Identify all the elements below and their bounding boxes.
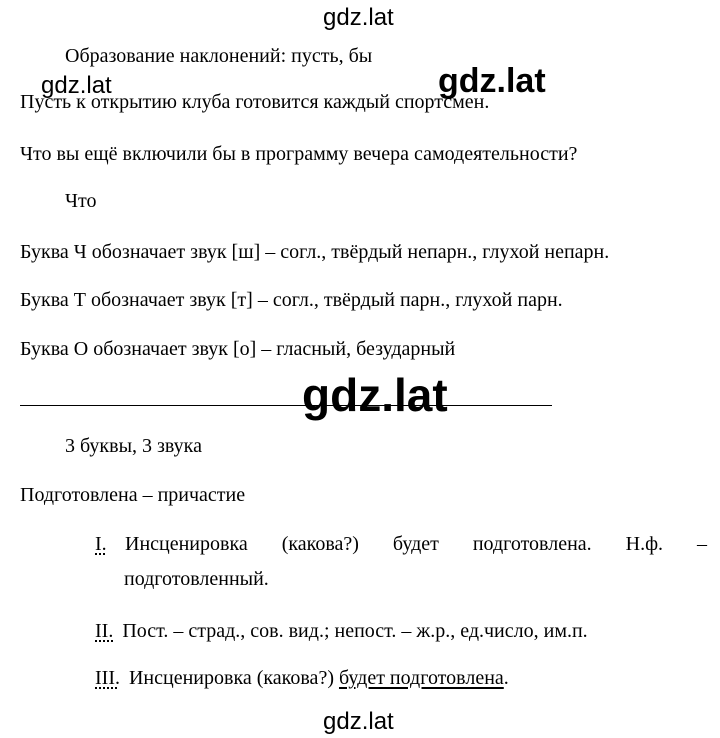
heading-text: Образование наклонений: пусть, бы xyxy=(65,45,373,67)
analysis-item-1 xyxy=(95,532,707,556)
sentence-2: Что вы ещё включили бы в программу вечера самодеятельности? xyxy=(20,143,578,165)
analysis-item-1-cont: подготовленный. xyxy=(124,568,269,590)
phonetic-line-1: Буква Ч обозначает звук [ш] – согл., твёрдый непарн., глухой непарн. xyxy=(20,241,610,263)
watermark-left: gdz.lat xyxy=(41,72,112,99)
item-3-number: III. xyxy=(95,667,120,689)
letter-sound-count: 3 буквы, 3 звука xyxy=(65,435,202,457)
phonetic-line-3: Буква О обозначает звук [о] – гласный, безударный xyxy=(20,338,456,360)
item-3-subject: Инсценировка (какова?) xyxy=(128,667,339,689)
watermark-center: gdz.lat xyxy=(298,368,452,422)
watermark-right: gdz.lat xyxy=(438,62,546,100)
item-1-text: Инсценировка (какова?) будет подготовлена. Н.ф. – xyxy=(125,533,707,555)
item-2-number: II. xyxy=(95,620,114,642)
analysis-item-2 xyxy=(95,619,588,643)
analysis-item-3 xyxy=(95,666,509,690)
watermark-top: gdz.lat xyxy=(323,4,394,31)
item-3-predicate: будет подготовлена xyxy=(338,667,504,689)
participle-label: Подготовлена – причастие xyxy=(20,484,246,506)
divider-line xyxy=(20,405,552,406)
analyzed-word: Что xyxy=(65,190,97,212)
item-3-end: . xyxy=(503,667,509,689)
sentence-1: Пусть к открытию клуба готовится каждый спортсмен. xyxy=(20,91,490,113)
item-1-number: I. xyxy=(95,533,107,555)
phonetic-line-2: Буква Т обозначает звук [т] – согл., твёрдый парн., глухой парн. xyxy=(20,289,563,311)
watermark-bottom: gdz.lat xyxy=(323,708,394,735)
item-2-text: Пост. – страд., сов. вид.; непост. – ж.р., ед.число, им.п. xyxy=(122,620,588,642)
